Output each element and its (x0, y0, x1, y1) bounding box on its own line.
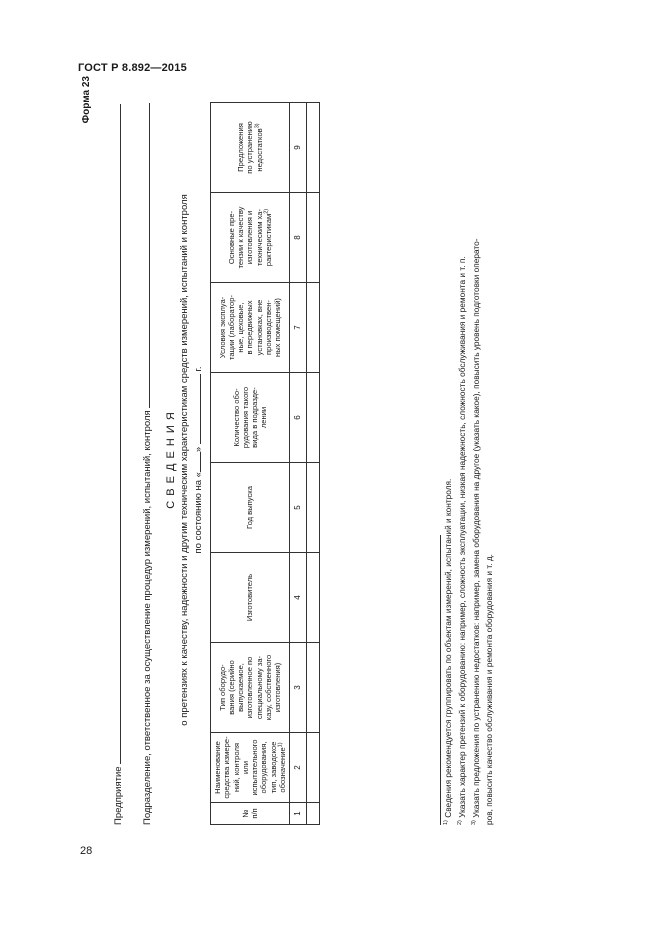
column-number-row (290, 103, 307, 825)
column-number: 2 (290, 733, 307, 803)
empty-data-row (307, 103, 320, 825)
footnote-1: $^{1)}$ Сведения рекомендуется группировать по объектам измерений, испытаний и контроля. (443, 478, 453, 825)
column-number: 7 (290, 283, 307, 373)
table-cell (307, 733, 320, 803)
column-number: 5 (290, 463, 307, 553)
document-subtitle: о претензиях к качеству, надежности и другим техническим характеристикам средств измерений, испытаний и контроля (179, 194, 190, 726)
form-label: Форма 23 (81, 76, 92, 124)
footnote-3-continuation: ров, повысить качество обслуживания и ремонта оборудования и т. д. (484, 554, 494, 825)
department-field (140, 103, 153, 825)
table-cell (307, 193, 320, 283)
day-input-line (191, 452, 201, 472)
department-label: Подразделение, ответственное за осуществление процедур измерений, испытаний, контроля (142, 410, 153, 825)
header-cell: Количество обо- рудования такого вида в подразде- лении (211, 373, 290, 463)
date-suffix: г. (193, 366, 204, 372)
table-cell (307, 803, 320, 825)
column-number: 3 (290, 643, 307, 733)
header-cell: № п/п (211, 803, 290, 825)
document-header: ГОСТ Р 8.892—2015 (78, 62, 187, 74)
table-cell (307, 373, 320, 463)
document-title: С В Е Д Е Н И Я (165, 411, 177, 509)
footnote-2: $^{2)}$ Указать характер претензий к оборудованию: например, сложность эксплуатации, низкая надежность, сложность обслуживания и ремонта и т. п. (457, 256, 467, 825)
enterprise-input-line (111, 104, 121, 764)
table-cell (307, 103, 320, 193)
table-cell (307, 553, 320, 643)
table-cell (307, 283, 320, 373)
enterprise-label: Предприятие (113, 766, 124, 825)
table-header-row (211, 103, 290, 825)
column-number: 6 (290, 373, 307, 463)
month-input-line (191, 374, 201, 444)
complaints-table (210, 102, 320, 825)
as-of-date-line (191, 40, 204, 880)
header-cell: Основные пре- тензии к качеству изготовления и техническим ха- рактеристикам$^{2)}$ (211, 193, 290, 283)
footnote-divider (440, 535, 441, 825)
header-cell: Наименование средства измере- ний, контроля или испытательного оборудования, тип, заводское обозначение$^{1)}$ (211, 733, 290, 803)
header-cell: Условия эксплуа- тации (лаборатор- ные, цеховые, в передвижных установках, вне производствен- ных помещений) (211, 283, 290, 373)
page-number: 28 (80, 845, 93, 857)
enterprise-field (111, 104, 124, 825)
column-number: 8 (290, 193, 307, 283)
footnote-3: $^{3)}$ Указать предложения по устранению недостатков: например, замена оборудования на другое (указать какое), повысить уровень подготовки операто- (471, 238, 481, 825)
header-cell: Тип оборудо- вания (серийно выпускаемое, изготовленное по специальному за- казу, собственного изготовления) (211, 643, 290, 733)
rotated-form-content (60, 40, 600, 880)
date-prefix: по состоянию на « (193, 472, 204, 554)
header-cell: Изготовитель (211, 553, 290, 643)
department-input-line (140, 103, 150, 408)
date-mid: » (193, 446, 204, 453)
table-cell (307, 643, 320, 733)
column-number: 1 (290, 803, 307, 825)
column-number: 9 (290, 103, 307, 193)
header-cell: Предложения по устранению недостатков$^{3)}$ (211, 103, 290, 193)
table-cell (307, 463, 320, 553)
column-number: 4 (290, 553, 307, 643)
header-cell: Год выпуска (211, 463, 290, 553)
